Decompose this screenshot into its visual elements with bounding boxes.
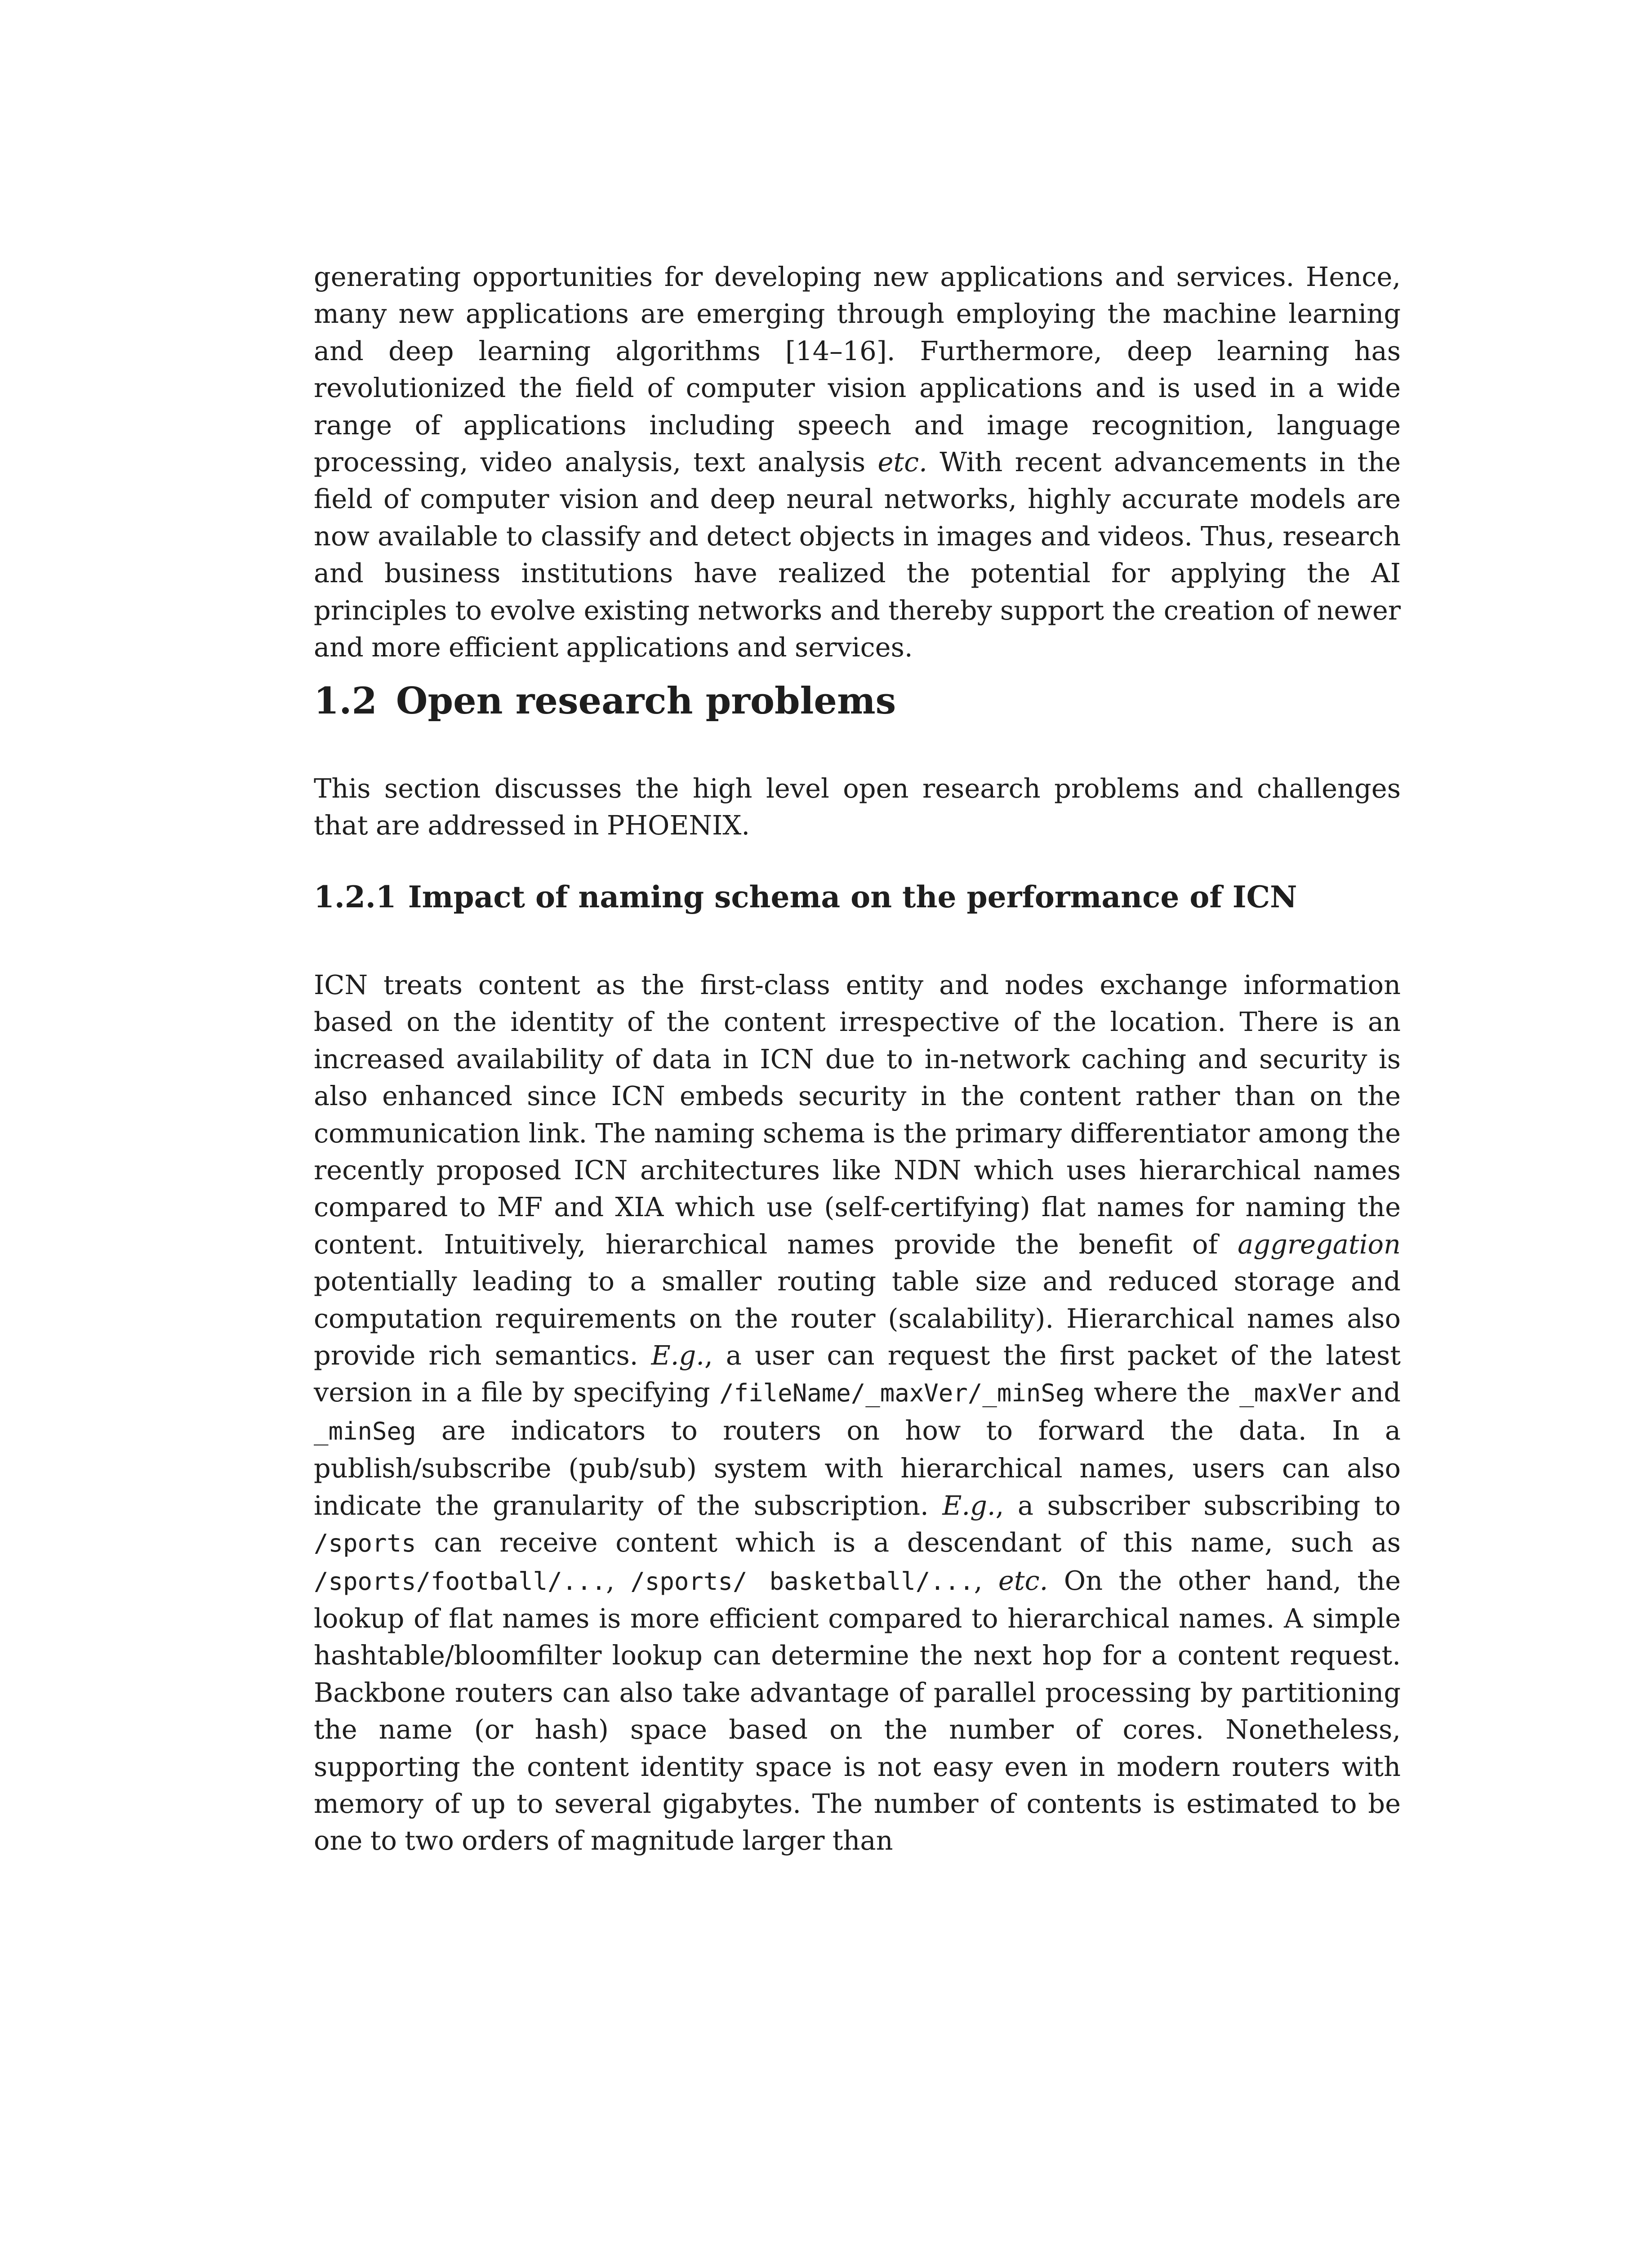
intro-text-a: generating opportunities for developing new applications and services. Hence, many new applications are emerging through employing the machine learning and deep learning algorithms [14–16]. Furthermore, deep learning has revolutionized the field of computer vision applications and is used in a wide range of applications including speech and image recognition, language processing, video analysis, text analysis xyxy=(314,261,1401,478)
icn-text-5: and xyxy=(1341,1377,1401,1408)
icn-paragraph xyxy=(314,967,1401,1860)
subsection-number: 1.2.1 xyxy=(314,879,396,914)
code-maxver: _maxVer xyxy=(1239,1379,1342,1408)
icn-eg-1: E.g. xyxy=(651,1340,704,1371)
icn-text-3: , a user can request the first packet of the latest version in a file by specifying xyxy=(314,1340,1401,1408)
icn-etc: etc. xyxy=(998,1565,1048,1596)
intro-paragraph xyxy=(314,259,1401,666)
icn-text-1: ICN treats content as the first-class entity and nodes exchange information based on the identity of the content irrespective of the location. There is an increased availability of data in ICN due to in-network caching and security is also enhanced since ICN embeds security in the content rather than on the communication link. The naming schema is the primary differentiator among the recently proposed ICN architectures like NDN which uses hierarchical names compared to MF and XIA which use (self-certifying) flat names for naming the content. Intuitively, hierarchical names provide the benefit of xyxy=(314,969,1401,1260)
icn-text-7: , a subscriber subscribing to xyxy=(995,1490,1401,1521)
icn-text-2: potentially leading to a smaller routing table size and reduced storage and computation requirements on the router (scalability). Hierarchical names also provide rich semantics. xyxy=(314,1266,1401,1371)
section-heading xyxy=(314,679,896,724)
intro-etc: etc. xyxy=(877,446,927,478)
icn-text-9: , xyxy=(606,1565,631,1596)
section-title: Open research problems xyxy=(396,680,896,723)
section-intro-block xyxy=(314,770,1401,844)
code-filename-path: /fileName/_maxVer/_minSeg xyxy=(719,1379,1085,1408)
section-number: 1.2 xyxy=(314,680,377,723)
icn-text-4: where the xyxy=(1084,1377,1240,1408)
icn-paragraph-block xyxy=(314,967,1401,1860)
subsection-title: Impact of naming schema on the performance of ICN xyxy=(408,879,1297,914)
code-sports-basketball: /sports/ basketball/... xyxy=(630,1567,974,1596)
icn-text-10: , xyxy=(974,1565,998,1596)
icn-text-11: On the other hand, the lookup of flat names is more efficient compared to hierarchical names. A simple hashtable/bloomfilter lookup can determine the next hop for a content request. Backbone routers can also take advantage of parallel processing by partitioning the name (or hash) space based on the number of cores. Nonetheless, supporting the content identity space is not easy even in modern routers with memory of up to several gigabytes. The number of contents is estimated to be one to two orders of magnitude larger than xyxy=(314,1565,1401,1856)
intro-paragraph-block xyxy=(314,259,1401,666)
intro-text-b: With recent advancements in the field of computer vision and deep neural networks, highly accurate models are now available to classify and detect objects in images and videos. Thus, research and business institutions have realized the potential for applying the AI principles to evolve existing networks and thereby support the creation of newer and more efficient applications and services. xyxy=(314,446,1401,663)
subsection-heading xyxy=(314,877,1297,917)
icn-text-8: can receive content which is a descendant of this name, such as xyxy=(416,1527,1401,1558)
code-sports: /sports xyxy=(314,1529,416,1558)
section-intro-paragraph: This section discusses the high level open research problems and challenges that are addressed in PHOENIX. xyxy=(314,773,1401,841)
icn-eg-2: E.g. xyxy=(942,1490,996,1521)
icn-aggregation: aggregation xyxy=(1238,1228,1401,1260)
code-sports-football: /sports/football/... xyxy=(314,1567,606,1596)
code-minseg: _minSeg xyxy=(314,1417,416,1445)
icn-text-6: are indicators to routers on how to forward the data. In a publish/subscribe (pub/sub) system with hierarchical names, users can also indicate the granularity of the subscription. xyxy=(314,1414,1401,1521)
